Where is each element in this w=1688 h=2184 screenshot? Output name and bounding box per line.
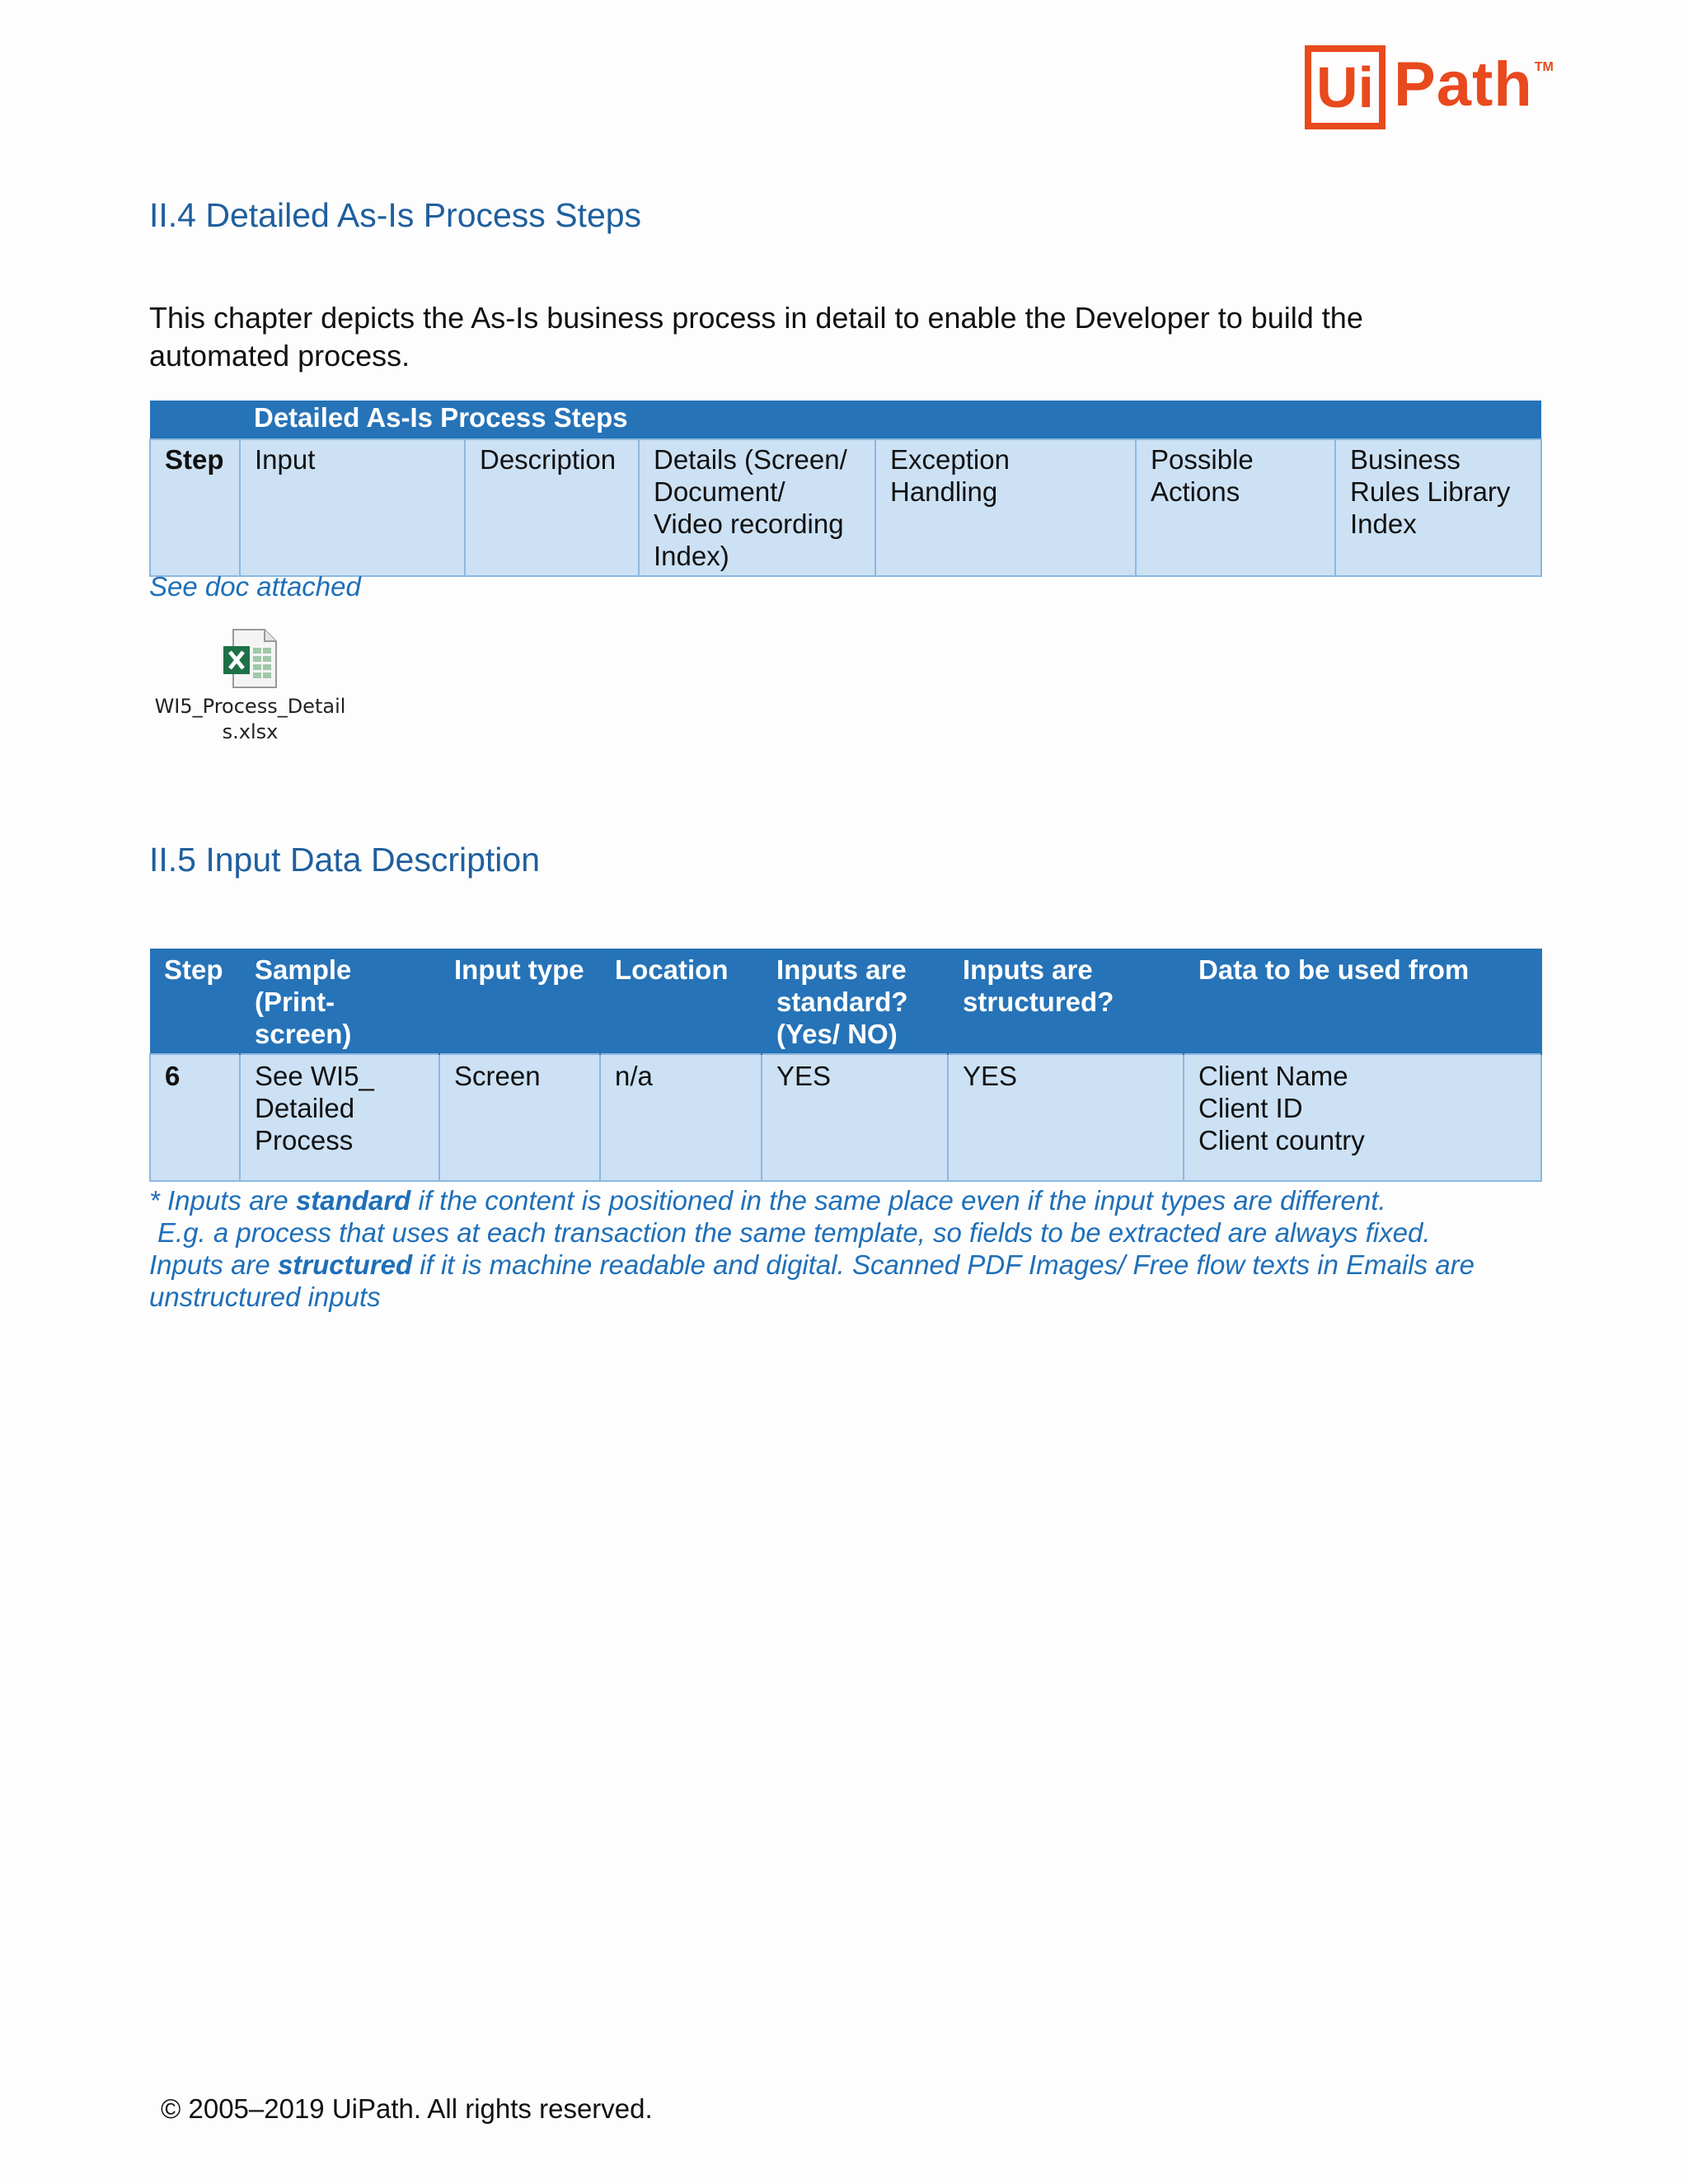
data-item: Client Name: [1198, 1061, 1348, 1091]
cell-input-type: Screen: [439, 1054, 600, 1181]
section-heading-as-is-steps: II.4 Detailed As-Is Process Steps: [149, 196, 642, 234]
cell-structured: YES: [948, 1054, 1184, 1181]
input-notes: [149, 1184, 1550, 1313]
see-doc-note: See doc attached: [149, 571, 361, 602]
cell-step: 6: [150, 1054, 240, 1181]
column-header-possible-actions: Possible Actions: [1136, 439, 1335, 576]
column-header-business-rules: Business Rules Library Index: [1335, 439, 1541, 576]
attachment-xlsx[interactable]: [149, 628, 351, 745]
column-header-step: Step: [150, 949, 240, 1054]
column-header-details: Details (Screen/ Document/ Video recording Index): [639, 439, 875, 576]
column-header-description: Description: [465, 439, 639, 576]
column-header-input-type: Input type: [439, 949, 600, 1054]
column-header-step: Step: [150, 439, 240, 576]
attachment-filename: WI5_Process_Details.xlsx: [154, 695, 346, 743]
input-data-table: [149, 949, 1542, 1182]
column-header-location: Location: [600, 949, 762, 1054]
logo-box: Ui: [1305, 45, 1386, 129]
cell-sample: See WI5_ Detailed Process: [240, 1054, 439, 1181]
note-example: E.g. a process that uses at each transaction the same template, so fields to be extracted are always fixed.: [157, 1217, 1431, 1248]
table-caption-row: [150, 401, 1541, 439]
logo-wordmark: Path: [1394, 49, 1533, 120]
column-header-sample: Sample (Print-screen): [240, 949, 439, 1054]
cell-standard: YES: [762, 1054, 948, 1181]
cell-data-from: [1184, 1054, 1541, 1181]
column-header-input: Input: [240, 439, 465, 576]
as-is-steps-table: [149, 401, 1542, 577]
table-caption: Detailed As-Is Process Steps: [240, 401, 1541, 439]
note-structured: Inputs are structured if it is machine readable and digital. Scanned PDF Images/ Free flow texts in Emails are unstructured inputs: [149, 1249, 1475, 1312]
table-row: [150, 1054, 1541, 1181]
section-heading-input-data: II.5 Input Data Description: [149, 841, 541, 879]
logo-trademark: TM: [1534, 60, 1554, 74]
column-header-standard: Inputs are standard? (Yes/ NO): [762, 949, 948, 1054]
cell-location: n/a: [600, 1054, 762, 1181]
data-item: Client ID: [1198, 1093, 1303, 1123]
note-standard: * Inputs are standard if the content is positioned in the same place even if the input types are different.: [149, 1185, 1386, 1216]
table-header-row: [150, 439, 1541, 576]
caption-spacer: [150, 401, 240, 439]
column-header-structured: Inputs are structured?: [948, 949, 1184, 1054]
column-header-exception-handling: Exception Handling: [875, 439, 1136, 576]
column-header-data-from: Data to be used from: [1184, 949, 1541, 1054]
uipath-logo: [1305, 45, 1554, 129]
section-intro-text: This chapter depicts the As-Is business process in detail to enable the Developer to build the automated process.: [149, 301, 1363, 373]
data-item: Client country: [1198, 1125, 1365, 1155]
copyright-footer: © 2005–2019 UiPath. All rights reserved.: [161, 2093, 653, 2124]
excel-file-icon: [222, 628, 279, 689]
table-header-row: [150, 949, 1541, 1054]
